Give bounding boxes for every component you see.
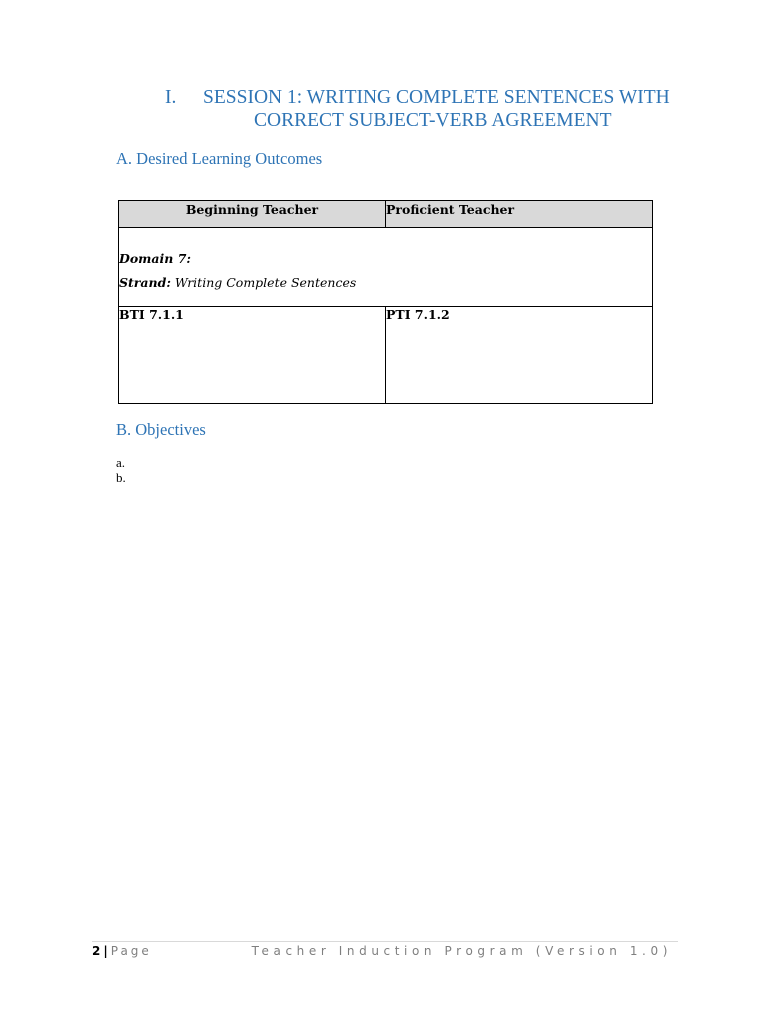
domain-label: Domain 7:	[119, 251, 192, 266]
domain-line	[119, 228, 652, 266]
pti-cell: PTI 7.1.2	[386, 307, 653, 404]
objective-item-b: b.	[116, 470, 126, 485]
section-numeral: I.	[165, 87, 177, 108]
domain-row	[119, 228, 653, 307]
strand-value: Writing Complete Sentences	[174, 275, 357, 290]
session-title-line2: CORRECT SUBJECT-VERB AGREEMENT	[254, 110, 612, 131]
header-proficient-teacher: Proficient Teacher	[386, 201, 653, 228]
footer-divider	[92, 941, 678, 942]
domain-cell	[119, 228, 653, 307]
strand-label: Strand:	[119, 275, 171, 290]
session-heading	[160, 86, 720, 132]
session-title-line1: SESSION 1: WRITING COMPLETE SENTENCES WITH	[203, 87, 670, 108]
page-number: 2	[92, 944, 101, 958]
outcomes-table	[118, 200, 653, 404]
objectives-list	[116, 455, 126, 485]
header-beginning-teacher: Beginning Teacher	[119, 201, 386, 228]
page-word: Page	[110, 944, 152, 958]
objective-item-a: a.	[116, 455, 126, 470]
objectives-heading: B. Objectives	[116, 420, 206, 439]
page-footer	[92, 944, 678, 958]
table-header-row	[119, 201, 653, 228]
indicator-row	[119, 307, 653, 404]
footer-separator: |	[103, 944, 108, 958]
program-name: Teacher Induction Program (Version 1.0)	[251, 944, 672, 958]
bti-cell: BTI 7.1.1	[119, 307, 386, 404]
desired-outcomes-heading: A. Desired Learning Outcomes	[116, 149, 323, 168]
strand-line	[119, 266, 652, 290]
